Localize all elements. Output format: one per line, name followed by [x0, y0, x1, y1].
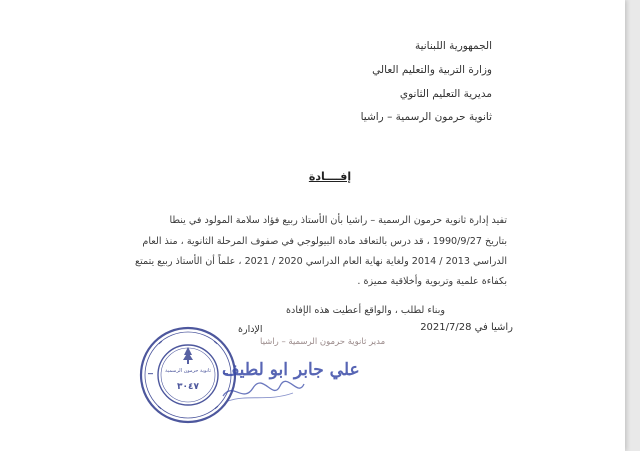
- body-line-4: بكفاءة علمية وتربوية وأخلاقية مميزة .: [357, 276, 507, 287]
- document-title: إفــــادة: [308, 170, 352, 183]
- header-directorate: مديرية التعليم الثانوي: [399, 88, 492, 100]
- signatory-name: علي جابر ابو لطيف: [222, 360, 360, 380]
- header-ministry: وزارة التربية والتعليم العالي: [372, 64, 492, 76]
- issue-date: راشيا في 2021/7/28: [420, 322, 513, 333]
- body-line-3: الدراسي 2013 / 2014 ولغاية نهاية العام الدراسي 2020 / 2021 ، علماً أن الأستاذ ربيع يتمتع: [135, 256, 507, 267]
- signature-scrawl: [218, 376, 308, 406]
- header-republic: الجمهورية اللبنانية: [414, 40, 492, 52]
- signatory-title: مدير ثانوية حرمون الرسمية – راشيا: [260, 337, 386, 347]
- stamp-number: ٣٠٤٧: [177, 382, 199, 392]
- svg-text:ثانوية حرمون الرسمية: ثانوية حرمون الرسمية: [165, 368, 211, 374]
- administration-label: الإدارة: [238, 324, 263, 335]
- closing-line: وبناء لطلب ، والواقع أعطيت هذه الإفادة: [286, 305, 445, 316]
- body-line-2: بتاريخ 1990/9/27 ، قد درس بالتعاقد مادة البيولوجي في صفوف المرحلة الثانوية ، منذ العام: [142, 236, 507, 247]
- header-school: ثانوية حرمون الرسمية – راشيا: [360, 111, 492, 123]
- body-line-1: تفيد إدارة ثانوية حرمون الرسمية – راشيا بأن الأستاذ ربيع فؤاد سلامة المولود في ينطا: [169, 215, 507, 226]
